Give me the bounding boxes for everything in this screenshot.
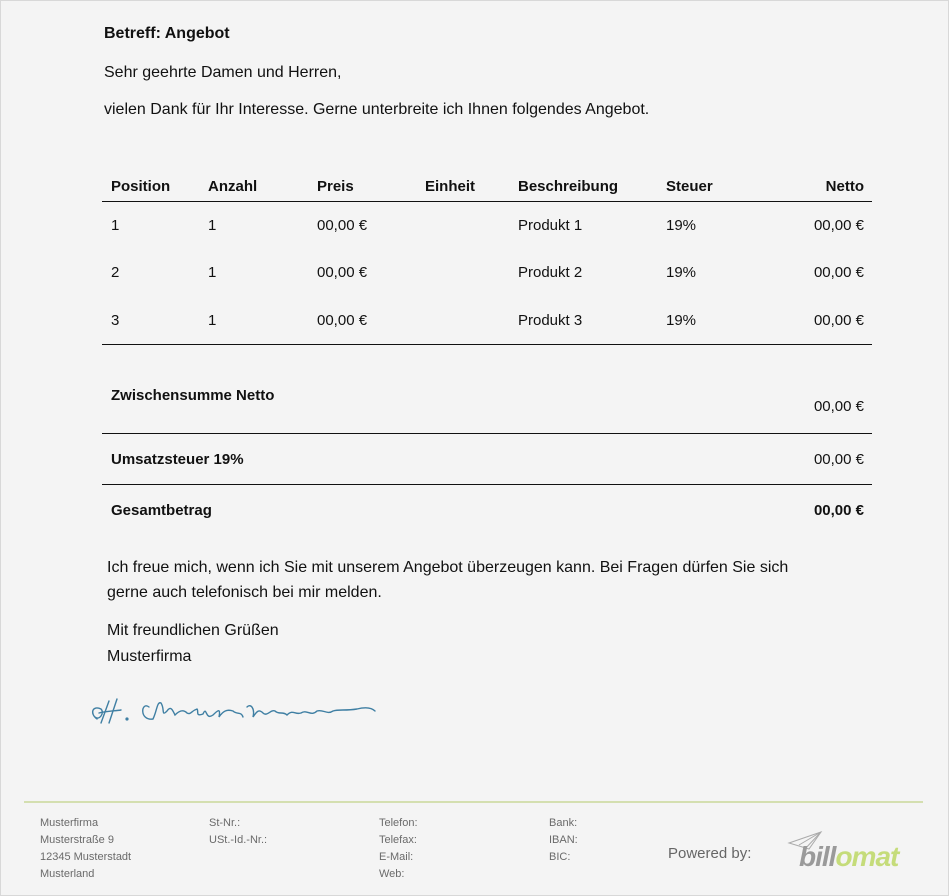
table-row <box>102 248 872 296</box>
total-value: 00,00 € <box>813 502 864 519</box>
footer-city: 12345 Musterstadt <box>40 851 132 863</box>
total-row <box>102 502 872 522</box>
cell-beschreibung: Produkt 2 <box>518 263 583 281</box>
logo-bill-text: bill <box>799 841 836 872</box>
footer-bank <box>549 815 578 866</box>
cell-position: 3 <box>102 296 199 345</box>
handwritten-signature-icon <box>87 681 387 731</box>
closing-paragraph: Ich freue mich, wenn ich Sie mit unserem Angebot überzeugen kann. Bei Fragen dürfen Sie sich gerne auch telefonisch bei mir melden. <box>107 559 789 601</box>
footer-bank-name: Bank: <box>549 817 578 829</box>
header-anzahl: Anzahl <box>199 171 308 202</box>
footer-tax-info <box>209 815 267 849</box>
subtotal-label: Zwischensumme Netto <box>111 387 275 404</box>
footer-divider <box>24 801 923 803</box>
footer-web: Web: <box>379 868 405 880</box>
footer-st-nr: St-Nr.: <box>209 817 241 829</box>
tax-row <box>102 451 872 471</box>
header-netto: Netto <box>775 171 872 202</box>
tax-label: Umsatzsteuer 19% <box>111 451 244 468</box>
footer-address <box>40 815 131 883</box>
subject-line: Betreff: Angebot <box>104 25 230 42</box>
footer-country: Musterland <box>40 868 95 880</box>
cell-position: 1 <box>111 216 120 234</box>
cell-preis: 00,00 € <box>317 216 368 234</box>
header-steuer: Steuer <box>657 171 775 202</box>
table-header-row <box>102 171 872 202</box>
tax-divider <box>102 484 872 485</box>
table-row <box>102 296 872 345</box>
cell-einheit <box>416 248 509 296</box>
cell-netto: 00,00 € <box>813 216 864 234</box>
logo-omat-text: omat <box>835 841 899 872</box>
footer-iban: IBAN: <box>549 834 578 846</box>
cell-beschreibung: Produkt 1 <box>518 216 583 234</box>
footer-street: Musterstraße 9 <box>40 834 114 846</box>
footer-ust-id: USt.-Id.-Nr.: <box>209 834 268 846</box>
subtotal-row <box>102 387 872 427</box>
footer-contact <box>379 815 418 883</box>
intro-paragraph: vielen Dank für Ihr Interesse. Gerne unterbreite ich Ihnen folgendes Angebot. <box>104 101 650 118</box>
signature-image <box>87 681 387 736</box>
header-beschreibung: Beschreibung <box>509 171 657 202</box>
header-position: Position <box>102 171 199 202</box>
greeting: Sehr geehrte Damen und Herren, <box>104 64 342 81</box>
footer-telefax: Telefax: <box>379 834 417 846</box>
cell-steuer: 19% <box>657 296 775 345</box>
sender-name: Musterfirma <box>107 648 192 665</box>
regards-block <box>107 618 279 670</box>
footer-email: E-Mail: <box>379 851 414 863</box>
billomat-logo <box>787 829 921 880</box>
header-einheit: Einheit <box>416 171 509 202</box>
powered-by-label: Powered by: <box>668 845 752 862</box>
cell-anzahl: 1 <box>199 296 308 345</box>
cell-preis: 00,00 € <box>308 296 416 345</box>
footer-bic: BIC: <box>549 851 571 863</box>
cell-position: 2 <box>111 263 120 281</box>
table-row <box>102 202 872 249</box>
subtotal-value: 00,00 € <box>813 398 864 415</box>
header-preis: Preis <box>308 171 416 202</box>
cell-beschreibung: Produkt 3 <box>509 296 657 345</box>
line-items-table <box>102 171 872 345</box>
cell-netto: 00,00 € <box>775 296 872 345</box>
footer-telefon: Telefon: <box>379 817 418 829</box>
cell-anzahl: 1 <box>208 216 217 234</box>
cell-steuer: 19% <box>666 216 697 234</box>
cell-anzahl: 1 <box>208 263 217 281</box>
cell-steuer: 19% <box>666 263 697 281</box>
cell-einheit <box>416 296 509 345</box>
cell-netto: 00,00 € <box>813 263 864 281</box>
tax-value: 00,00 € <box>813 451 864 468</box>
cell-einheit <box>416 202 509 249</box>
total-label: Gesamtbetrag <box>111 502 212 519</box>
regards-text: Mit freundlichen Grüßen <box>107 622 279 639</box>
cell-preis: 00,00 € <box>317 263 368 281</box>
footer-company: Musterfirma <box>40 817 99 829</box>
subtotal-divider <box>102 433 872 434</box>
